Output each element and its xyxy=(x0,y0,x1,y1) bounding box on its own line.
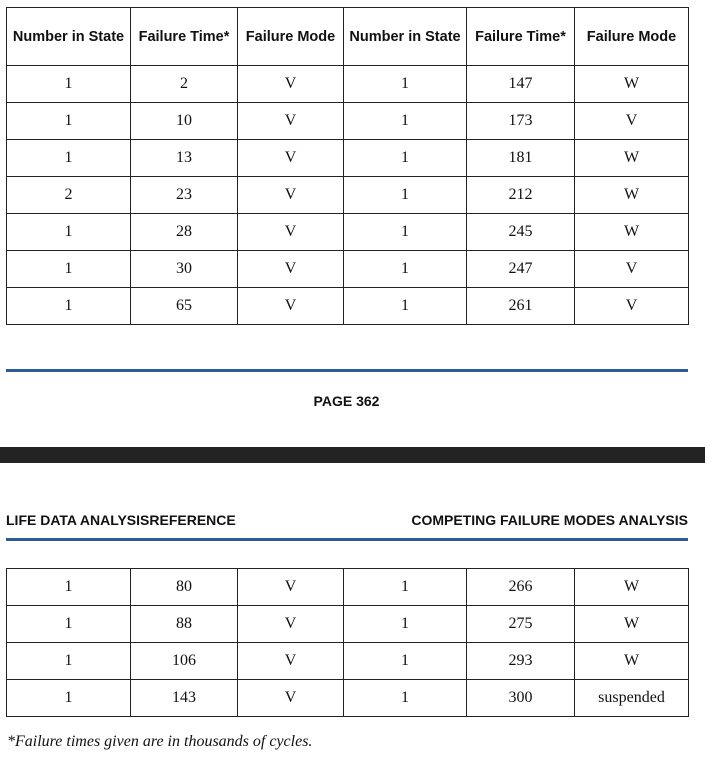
cell-failure-mode: W xyxy=(575,643,689,680)
table-row xyxy=(7,177,689,214)
cell-failure-mode: W xyxy=(575,214,689,251)
cell-failure-mode: V xyxy=(238,606,344,643)
header-failure-mode: Failure Mode xyxy=(575,8,689,66)
cell-failure-mode: V xyxy=(238,214,344,251)
cell-number-in-state: 1 xyxy=(344,569,467,606)
cell-failure-mode: W xyxy=(575,606,689,643)
cell-failure-time: 13 xyxy=(131,140,238,177)
cell-failure-mode: V xyxy=(238,103,344,140)
cell-number-in-state: 1 xyxy=(7,251,131,288)
cell-failure-mode: W xyxy=(575,569,689,606)
cell-failure-time: 30 xyxy=(131,251,238,288)
cell-number-in-state: 1 xyxy=(344,103,467,140)
cell-number-in-state: 1 xyxy=(7,140,131,177)
cell-number-in-state: 1 xyxy=(344,680,467,717)
header-failure-mode: Failure Mode xyxy=(238,8,344,66)
cell-number-in-state: 1 xyxy=(7,103,131,140)
cell-failure-mode: V xyxy=(238,643,344,680)
cell-failure-time: 28 xyxy=(131,214,238,251)
header-failure-time: Failure Time* xyxy=(131,8,238,66)
cell-number-in-state: 1 xyxy=(344,140,467,177)
cell-failure-time: 23 xyxy=(131,177,238,214)
table-row xyxy=(7,140,689,177)
cell-number-in-state: 1 xyxy=(344,177,467,214)
header-rule xyxy=(6,538,688,541)
cell-failure-time: 245 xyxy=(467,214,575,251)
table-row xyxy=(7,680,689,717)
cell-failure-mode: W xyxy=(575,140,689,177)
table-body xyxy=(7,569,689,717)
cell-failure-mode: V xyxy=(575,103,689,140)
cell-failure-mode: suspended xyxy=(575,680,689,717)
cell-failure-time: 10 xyxy=(131,103,238,140)
cell-number-in-state: 1 xyxy=(7,606,131,643)
cell-failure-mode: V xyxy=(238,140,344,177)
cell-number-in-state: 1 xyxy=(7,680,131,717)
cell-failure-mode: V xyxy=(238,251,344,288)
cell-failure-mode: V xyxy=(575,251,689,288)
cell-number-in-state: 1 xyxy=(344,643,467,680)
cell-failure-time: 173 xyxy=(467,103,575,140)
cell-failure-mode: V xyxy=(238,66,344,103)
cell-failure-time: 293 xyxy=(467,643,575,680)
cell-number-in-state: 1 xyxy=(7,643,131,680)
cell-failure-time: 275 xyxy=(467,606,575,643)
table-row xyxy=(7,214,689,251)
cell-failure-mode: V xyxy=(238,569,344,606)
cell-number-in-state: 1 xyxy=(7,569,131,606)
cell-number-in-state: 1 xyxy=(344,606,467,643)
cell-failure-time: 247 xyxy=(467,251,575,288)
cell-number-in-state: 1 xyxy=(344,66,467,103)
header-number-in-state: Number in State xyxy=(7,8,131,66)
table-row xyxy=(7,569,689,606)
cell-failure-time: 106 xyxy=(131,643,238,680)
cell-failure-mode: V xyxy=(238,680,344,717)
cell-failure-time: 80 xyxy=(131,569,238,606)
running-header-left: LIFE DATA ANALYSISREFERENCE xyxy=(6,512,236,528)
cell-number-in-state: 1 xyxy=(7,288,131,325)
cell-failure-mode: W xyxy=(575,177,689,214)
cell-failure-time: 261 xyxy=(467,288,575,325)
cell-number-in-state: 1 xyxy=(344,288,467,325)
page-break-band xyxy=(0,447,705,463)
divider-rule xyxy=(6,369,688,372)
cell-number-in-state: 1 xyxy=(344,214,467,251)
cell-number-in-state: 1 xyxy=(7,66,131,103)
failure-data-table-bottom xyxy=(6,568,689,717)
table-row xyxy=(7,606,689,643)
cell-number-in-state: 2 xyxy=(7,177,131,214)
cell-failure-mode: V xyxy=(238,288,344,325)
cell-failure-time: 300 xyxy=(467,680,575,717)
cell-failure-time: 212 xyxy=(467,177,575,214)
cell-failure-time: 2 xyxy=(131,66,238,103)
table-row xyxy=(7,643,689,680)
cell-failure-time: 181 xyxy=(467,140,575,177)
header-failure-time: Failure Time* xyxy=(467,8,575,66)
page-number: PAGE 362 xyxy=(313,393,380,409)
cell-failure-time: 266 xyxy=(467,569,575,606)
cell-failure-time: 143 xyxy=(131,680,238,717)
cell-number-in-state: 1 xyxy=(344,251,467,288)
cell-failure-time: 147 xyxy=(467,66,575,103)
failure-data-table-top xyxy=(6,7,689,325)
table-row xyxy=(7,103,689,140)
header-number-in-state: Number in State xyxy=(344,8,467,66)
cell-number-in-state: 1 xyxy=(7,214,131,251)
cell-failure-mode: V xyxy=(575,288,689,325)
cell-failure-time: 65 xyxy=(131,288,238,325)
table-row xyxy=(7,251,689,288)
table-header-row xyxy=(7,8,689,66)
table-row xyxy=(7,66,689,103)
cell-failure-mode: V xyxy=(238,177,344,214)
footnote: *Failure times given are in thousands of cycles. xyxy=(7,733,313,750)
table-row xyxy=(7,288,689,325)
table-body xyxy=(7,66,689,325)
cell-failure-mode: W xyxy=(575,66,689,103)
running-header-right: COMPETING FAILURE MODES ANALYSIS xyxy=(411,512,688,528)
cell-failure-time: 88 xyxy=(131,606,238,643)
